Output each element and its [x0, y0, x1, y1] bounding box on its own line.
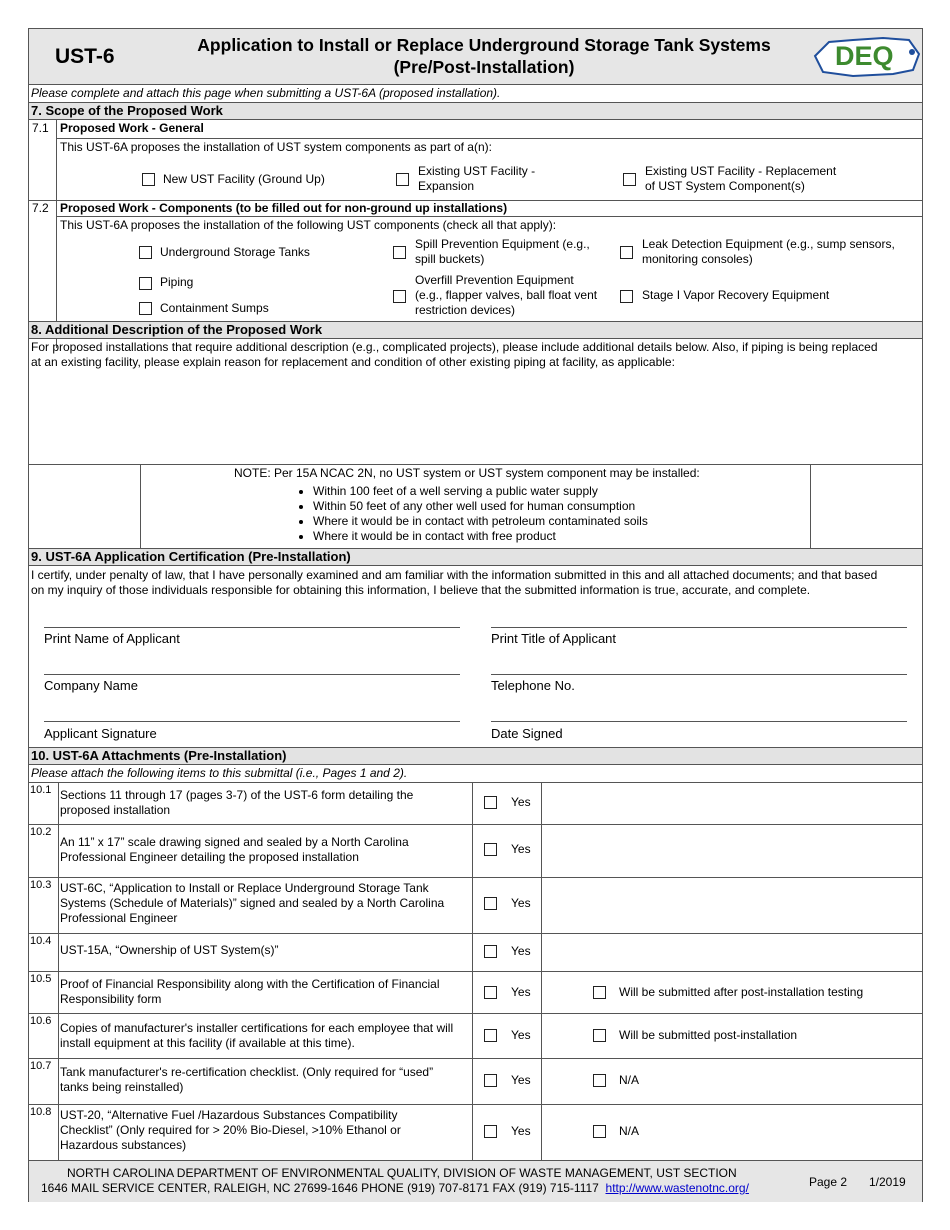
item-number: 10.5 — [30, 973, 52, 985]
logo-text: DEQ — [835, 41, 894, 71]
expansion-label: Existing UST Facility - Expansion — [418, 164, 536, 193]
note-title: NOTE: Per 15A NCAC 2N, no UST system or UST system component may be installed: — [234, 466, 700, 480]
spill-label: Spill Prevention Equipment (e.g., spill buckets) — [415, 237, 590, 266]
vapor-recovery-label: Stage I Vapor Recovery Equipment — [642, 288, 830, 302]
company-name-label: Company Name — [44, 678, 138, 693]
note-item: • Within 100 feet of a well serving a public water supply — [313, 484, 648, 499]
item-number: 10.7 — [30, 1060, 52, 1072]
deq-logo — [813, 34, 923, 78]
overfill-checkbox[interactable] — [393, 290, 406, 303]
telephone-line[interactable] — [491, 674, 907, 675]
telephone-label: Telephone No. — [491, 678, 575, 693]
section7-title: 7. Scope of the Proposed Work — [29, 102, 922, 120]
item-10-4-yes-checkbox[interactable] — [484, 945, 497, 958]
form-title-line2: (Pre/Post-Installation) — [393, 57, 575, 77]
company-name-line[interactable] — [44, 674, 460, 675]
new-facility-label: New UST Facility (Ground Up) — [163, 172, 325, 186]
footer-line1: NORTH CAROLINA DEPARTMENT OF ENVIRONMENTAL QUALITY, DIVISION OF WASTE MANAGEMENT, UST SECTION — [67, 1166, 737, 1180]
item-description: An 11” x 17” scale drawing signed and sealed by a North Carolina Professional Engineer detailing the proposed installation — [60, 835, 409, 864]
date-signed-label: Date Signed — [491, 726, 563, 741]
new-facility-checkbox[interactable] — [142, 173, 155, 186]
form-id: UST-6 — [55, 45, 115, 68]
item-description: UST-15A, “Ownership of UST System(s)” — [60, 943, 279, 957]
s72-text: This UST-6A proposes the installation of the following UST components (check all that apply): — [60, 218, 557, 232]
item-description: Copies of manufacturer's installer certifications for each employee that will install equipment at this facility (if available at this time). — [60, 1021, 454, 1050]
sumps-label: Containment Sumps — [160, 301, 269, 315]
form-page — [28, 28, 923, 1202]
item-10-7-yes-checkbox[interactable] — [484, 1074, 497, 1087]
s9-text-line2: on my inquiry of those individuals responsible for obtaining this information, I believe that the submitted information is true, accurate, and complete. — [31, 583, 811, 597]
s71-text: This UST-6A proposes the installation of UST system components as part of a(n): — [60, 140, 492, 154]
item-10-5-alt-checkbox[interactable] — [593, 986, 606, 999]
item-alt-label: N/A — [619, 1124, 640, 1138]
form-title — [149, 34, 819, 78]
vapor-recovery-checkbox[interactable] — [620, 290, 633, 303]
signature-label: Applicant Signature — [44, 726, 157, 741]
s8-text-line2: at an existing facility, please explain reason for replacement and condition of other existing piping at facility, as applicable: — [31, 355, 675, 369]
item-number: 10.8 — [30, 1106, 52, 1118]
form-header — [29, 29, 922, 85]
yes-label: Yes — [511, 1028, 531, 1042]
item-description: Tank manufacturer's re-certification checklist. (Only required for “used” tanks being reinstalled) — [60, 1065, 434, 1094]
item-description: UST-20, “Alternative Fuel /Hazardous Substances Compatibility Checklist” (Only required for > 20% Bio-Diesel, >10% Ethanol or Hazardous substances) — [60, 1108, 401, 1152]
additional-description-area[interactable] — [29, 372, 922, 464]
leak-detection-checkbox[interactable] — [620, 246, 633, 259]
spill-checkbox[interactable] — [393, 246, 406, 259]
form-title-line1: Application to Install or Replace Underground Storage Tank Systems — [197, 35, 771, 55]
s10-intro: Please attach the following items to this submittal (i.e., Pages 1 and 2). — [31, 766, 408, 780]
s72-num: 7.2 — [32, 201, 49, 215]
page-footer — [29, 1160, 922, 1202]
item-number: 10.3 — [30, 879, 52, 891]
replacement-label: Existing UST Facility - Replacement of UST System Component(s) — [645, 164, 837, 193]
yes-label: Yes — [511, 842, 531, 856]
applicant-title-label: Print Title of Applicant — [491, 631, 617, 646]
form-date: 1/2019 — [869, 1175, 906, 1189]
item-description: Proof of Financial Responsibility along with the Certification of Financial Responsibility form — [60, 977, 440, 1006]
note-item: • Where it would be in contact with petroleum contaminated soils — [313, 514, 648, 529]
website-link[interactable]: http://www.wastenotnc.org/ — [605, 1181, 749, 1195]
item-10-3-yes-checkbox[interactable] — [484, 897, 497, 910]
yes-label: Yes — [511, 1124, 531, 1138]
yes-label: Yes — [511, 985, 531, 999]
item-10-5-yes-checkbox[interactable] — [484, 986, 497, 999]
s71-title: Proposed Work - General — [60, 121, 204, 135]
section10-title: 10. UST-6A Attachments (Pre-Installation) — [29, 747, 922, 765]
yes-label: Yes — [511, 795, 531, 809]
item-number: 10.4 — [30, 935, 52, 947]
applicant-title-line[interactable] — [491, 627, 907, 628]
item-number: 10.2 — [30, 826, 52, 838]
note-item: • Where it would be in contact with free product — [313, 529, 648, 544]
item-alt-label: Will be submitted after post-installation testing — [619, 985, 864, 999]
signature-line[interactable] — [44, 721, 460, 722]
item-number: 10.6 — [30, 1015, 52, 1027]
s9-text-line1: I certify, under penalty of law, that I have personally examined and am familiar with the information submitted in this and all attached documents; and that based — [31, 568, 878, 582]
item-alt-label: N/A — [619, 1073, 640, 1087]
item-description: UST-6C, “Application to Install or Replace Underground Storage Tank Systems (Schedule of Materials)” signed and sealed by a North Carolina Professional Engineer — [60, 881, 445, 925]
applicant-name-line[interactable] — [44, 627, 460, 628]
yes-label: Yes — [511, 1073, 531, 1087]
item-10-1-yes-checkbox[interactable] — [484, 796, 497, 809]
piping-checkbox[interactable] — [139, 277, 152, 290]
tanks-checkbox[interactable] — [139, 246, 152, 259]
piping-label: Piping — [160, 275, 194, 289]
tanks-label: Underground Storage Tanks — [160, 245, 310, 259]
expansion-checkbox[interactable] — [396, 173, 409, 186]
intro-text: Please complete and attach this page when submitting a UST-6A (proposed installation). — [31, 86, 501, 100]
yes-label: Yes — [511, 896, 531, 910]
s8-text-line1: For proposed installations that require additional description (e.g., complicated projects), please include additional details below. Also, if piping is being replaced — [31, 340, 878, 354]
overfill-label: Overfill Prevention Equipment (e.g., flapper valves, ball float vent restriction devices) — [415, 273, 598, 317]
item-10-8-na-checkbox[interactable] — [593, 1125, 606, 1138]
yes-label: Yes — [511, 944, 531, 958]
date-signed-line[interactable] — [491, 721, 907, 722]
item-10-6-yes-checkbox[interactable] — [484, 1029, 497, 1042]
item-10-2-yes-checkbox[interactable] — [484, 843, 497, 856]
item-10-6-alt-checkbox[interactable] — [593, 1029, 606, 1042]
page-number: Page 2 — [809, 1175, 848, 1189]
leak-detection-label: Leak Detection Equipment (e.g., sump sensors, monitoring consoles) — [642, 237, 895, 266]
item-10-7-na-checkbox[interactable] — [593, 1074, 606, 1087]
replacement-checkbox[interactable] — [623, 173, 636, 186]
item-description: Sections 11 through 17 (pages 3-7) of the UST-6 form detailing the proposed installation — [60, 788, 414, 817]
s71-num: 7.1 — [32, 121, 49, 135]
note-item: • Within 50 feet of any other well used for human consumption — [313, 499, 648, 514]
item-alt-label: Will be submitted post-installation — [619, 1028, 798, 1042]
note-list — [299, 484, 648, 544]
section9-title: 9. UST-6A Application Certification (Pre-Installation) — [29, 548, 922, 566]
item-number: 10.1 — [30, 784, 52, 796]
footer-line2: 1646 MAIL SERVICE CENTER, RALEIGH, NC 27699-1646 PHONE (919) 707-8171 FAX (919) 715-1117 http://www.wastenotnc.org/ — [41, 1181, 749, 1195]
applicant-name-label: Print Name of Applicant — [44, 631, 180, 646]
item-10-8-yes-checkbox[interactable] — [484, 1125, 497, 1138]
section8-title: 8. Additional Description of the Proposed Work — [29, 321, 922, 339]
sumps-checkbox[interactable] — [139, 302, 152, 315]
s72-title: Proposed Work - Components (to be filled out for non-ground up installations) — [60, 201, 508, 215]
